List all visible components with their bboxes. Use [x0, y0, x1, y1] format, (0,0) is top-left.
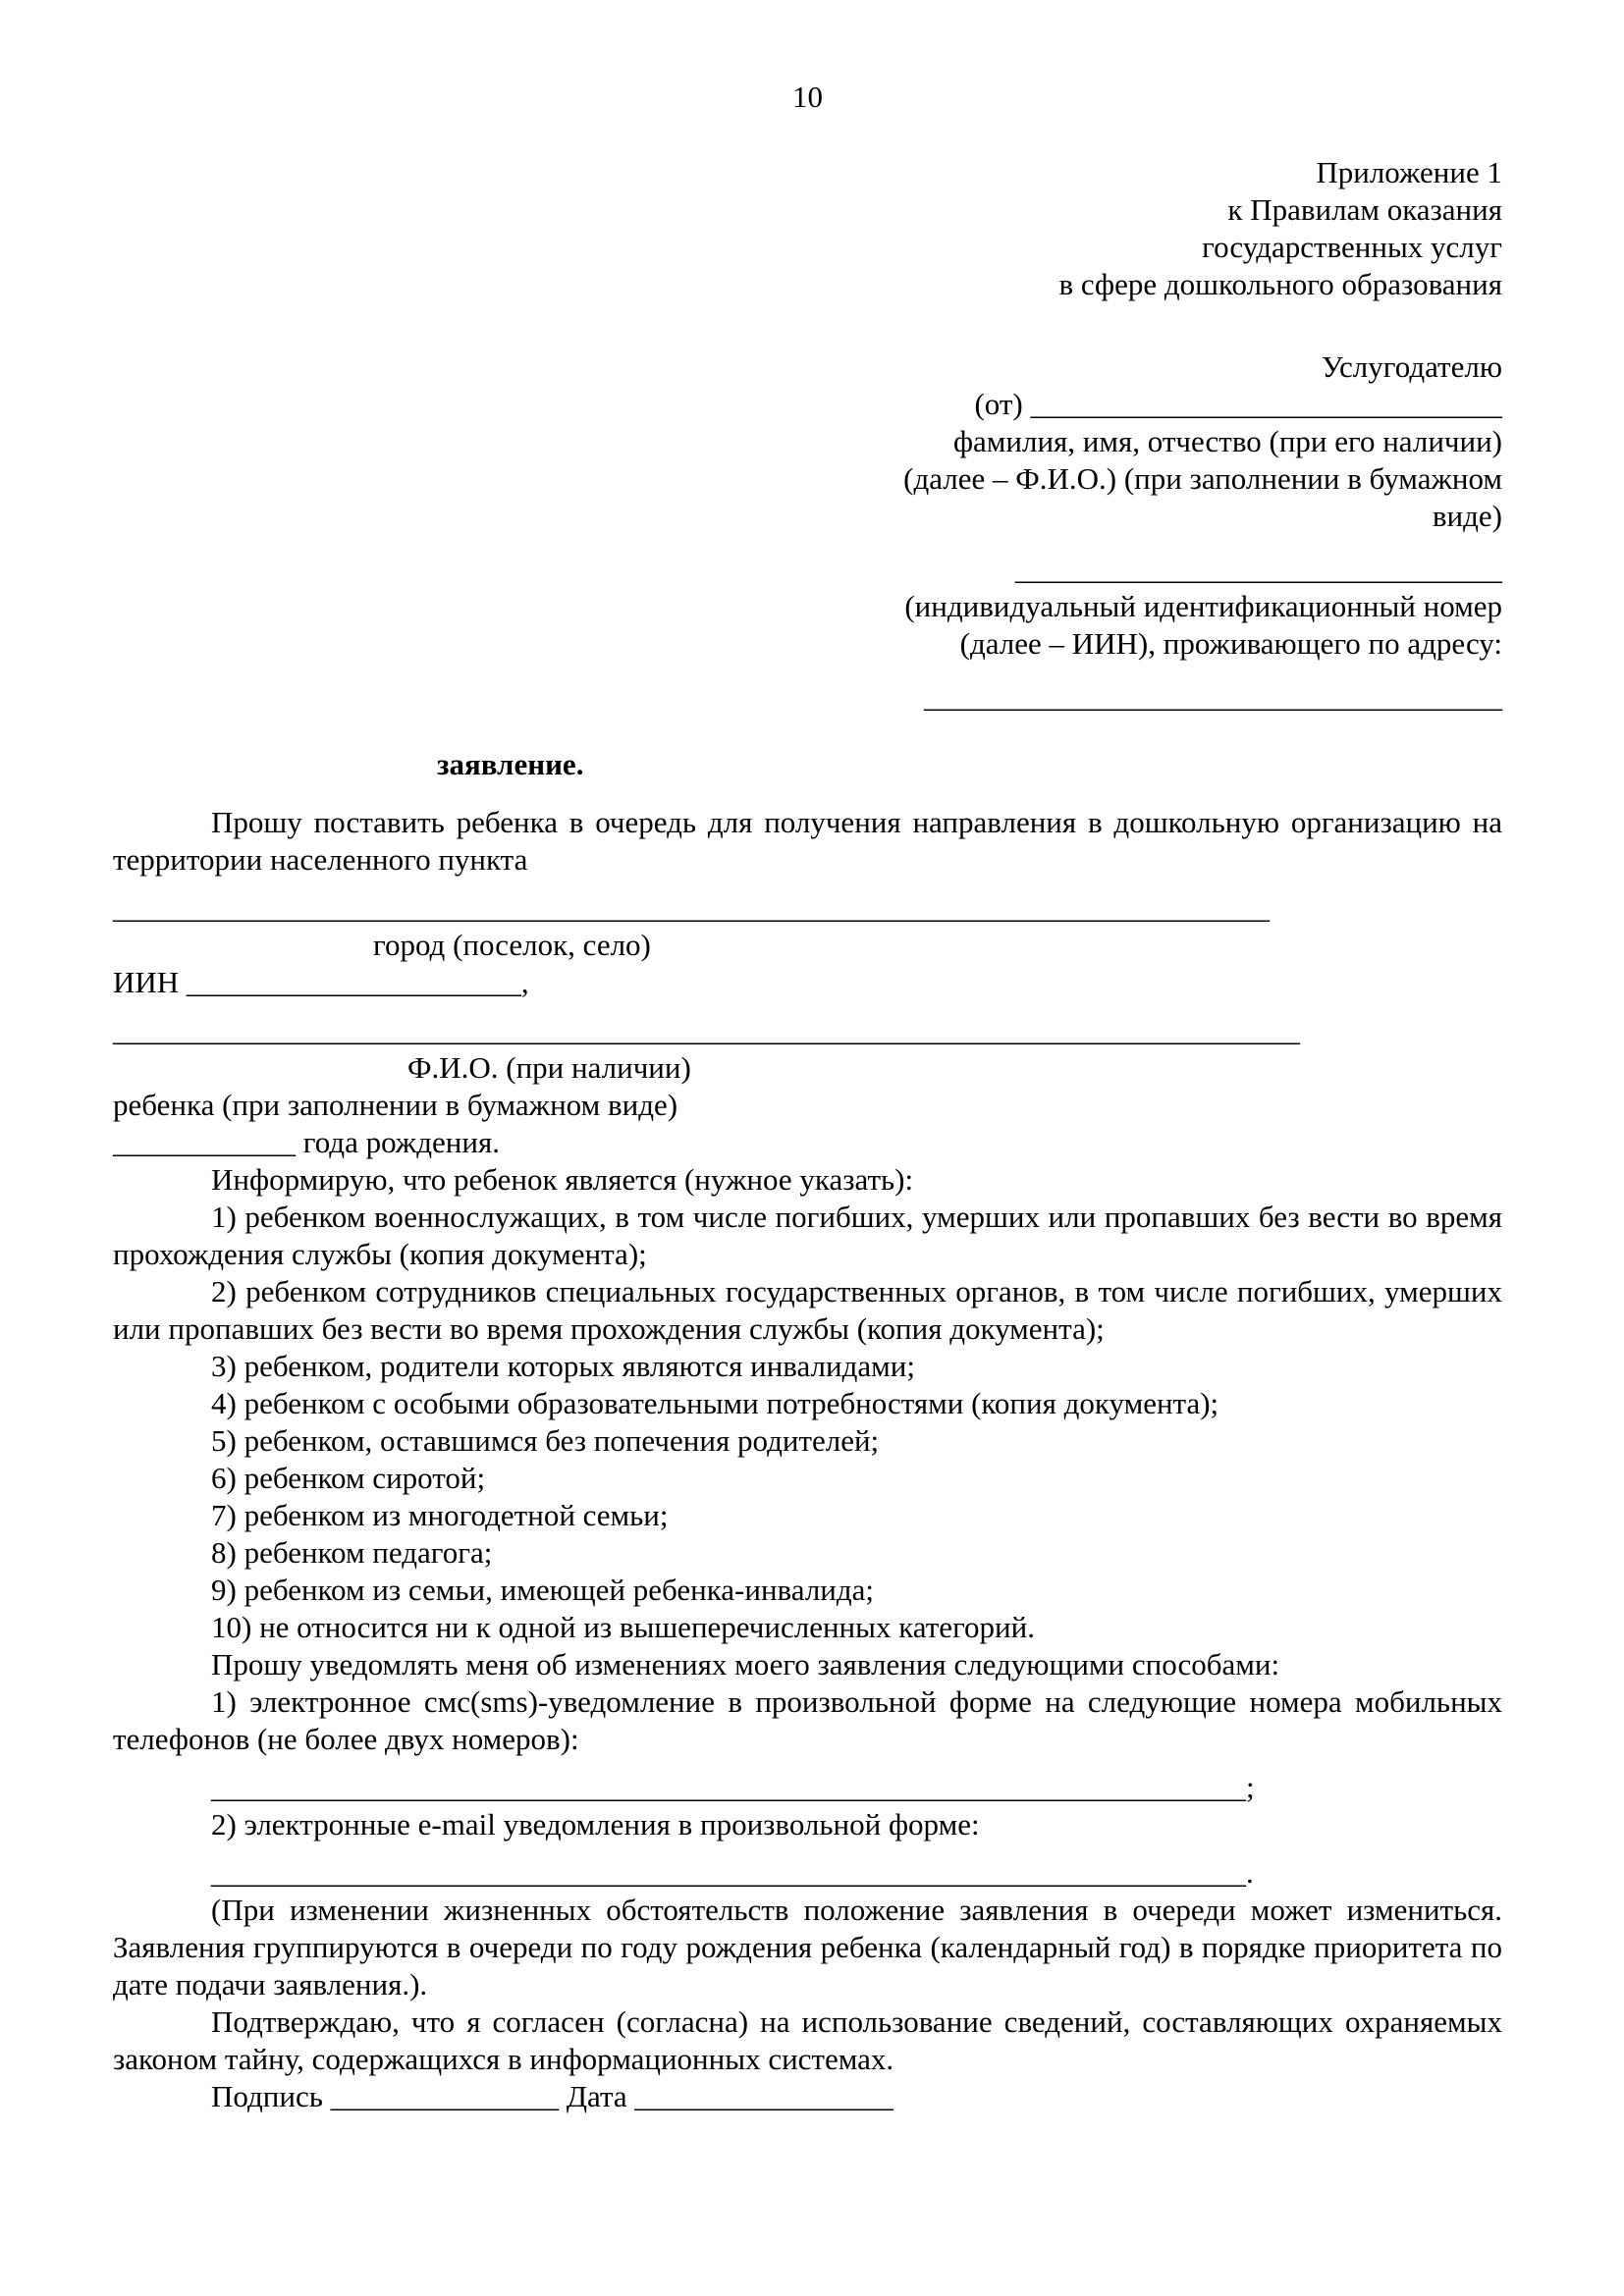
intro-paragraph: Прошу поставить ребенка в очередь для получения направления в дошкольную организацию на территории населенного пункта [113, 805, 1502, 877]
birth-year-row [113, 1124, 1502, 1161]
phone-numbers-row [211, 1769, 1502, 1806]
addressee-title: Услугодателю [1321, 349, 1502, 384]
note-paragraph: (При изменении жизненных обстоятельств положение заявления в очереди может измениться. Заявления группируются в очереди по году рождения ребенка (календарный год) в порядке приоритета по дате подачи заявления.). [113, 1893, 1502, 2002]
birth-year-caption: года рождения. [296, 1125, 500, 1159]
from-caption: фамилия, имя, отчество (при его наличии) [952, 424, 1502, 458]
appendix-line: государственных услуг [1202, 230, 1502, 264]
from-label: (от) [974, 387, 1023, 421]
appendix-line: к Правилам оказания [1227, 192, 1502, 227]
inform-paragraph: Информирую, что ребенок является (нужное указать): [211, 1162, 914, 1197]
child-iin-field[interactable]: ______________________ [186, 965, 521, 999]
appendix-line: Приложение 1 [1316, 155, 1502, 189]
category-item: 1) ребенком военнослужащих, в том числе погибших, умерших или пропавших без вести во время прохождения службы (копия документа); [113, 1200, 1502, 1271]
page-number: 10 [792, 80, 823, 114]
notify-email-option: 2) электронные e-mail уведомления в произвольной форме: [211, 1807, 980, 1842]
category-item: 6) ребенком сиротой; [211, 1461, 486, 1495]
signature-row [113, 2078, 1502, 2115]
from-caption: (далее – Ф.И.О.) (при заполнении в бумажном [903, 461, 1502, 496]
category-item: 2) ребенком сотрудников специальных государственных органов, в том числе погибших, умерших или пропавших без вести во время прохождения службы (копия документа); [113, 1274, 1502, 1346]
consent-paragraph: Подтверждаю, что я согласен (согласна) на использование сведений, составляющих охраняемых законом тайну, содержащихся в информационных системах. [113, 2004, 1502, 2076]
email-row [211, 1854, 1502, 1892]
city-caption: город (поселок, село) [373, 928, 651, 962]
child-iin-label: ИИН [113, 965, 180, 999]
child-iin-suffix: , [520, 965, 529, 999]
appendix-line: в сфере дошкольного образования [1058, 267, 1502, 301]
city-field[interactable]: ____________________________________________________________________________ [113, 890, 1270, 925]
addressee-block [113, 348, 1502, 716]
address-field[interactable]: ______________________________________ [924, 679, 1502, 714]
notify-sms-option: 1) электронное смс(sms)-уведомление в произвольной форме на следующие номера мобильных телефонов (не более двух номеров): [113, 1684, 1502, 1756]
from-caption: виде) [1432, 499, 1502, 533]
date-field[interactable]: _________________ [634, 2079, 893, 2113]
child-name-field[interactable]: ______________________________________________________________________________ [113, 1013, 1300, 1047]
category-item: 4) ребенком с особыми образовательными потребностями (копия документа); [211, 1386, 1219, 1420]
category-item: 5) ребенком, оставшимся без попечения родителей; [211, 1423, 880, 1458]
category-item: 7) ребенком из многодетной семьи; [211, 1498, 669, 1532]
appendix-header [113, 154, 1502, 303]
email-suffix: . [1246, 1855, 1254, 1890]
iin-caption: (далее – ИИН), проживающего по адресу: [959, 626, 1502, 661]
category-item: 8) ребенком педагога; [211, 1535, 493, 1570]
phone-numbers-suffix: ; [1246, 1770, 1255, 1804]
email-field[interactable]: ____________________________________________________________________ [211, 1855, 1246, 1890]
child-name-caption2: ребенка (при заполнении в бумажном виде) [113, 1088, 678, 1122]
from-name-field[interactable]: _______________________________ [1030, 387, 1502, 421]
phone-numbers-field[interactable]: ____________________________________________________________________ [211, 1770, 1246, 1804]
iin-caption: (индивидуальный идентификационный номер [904, 589, 1502, 623]
notify-paragraph: Прошу уведомлять меня об изменениях моего заявления следующими способами: [211, 1647, 1280, 1682]
date-label: Дата [566, 2079, 627, 2113]
category-item: 9) ребенком из семьи, имеющей ребенка-инвалида; [211, 1573, 875, 1607]
applicant-iin-field[interactable]: ________________________________ [1015, 552, 1502, 586]
application-title: заявление. [437, 747, 584, 781]
child-iin-row [113, 964, 1502, 1001]
birth-year-field[interactable]: ____________ [113, 1125, 296, 1159]
from-row [113, 386, 1502, 423]
child-name-caption: Ф.И.О. (при наличии) [407, 1050, 691, 1085]
category-item: 3) ребенком, родители которых являются инвалидами; [211, 1349, 915, 1383]
signature-label: Подпись [211, 2079, 323, 2113]
signature-field[interactable]: _______________ [330, 2079, 560, 2113]
category-item: 10) не относится ни к одной из вышеперечисленных категорий. [211, 1610, 1035, 1644]
